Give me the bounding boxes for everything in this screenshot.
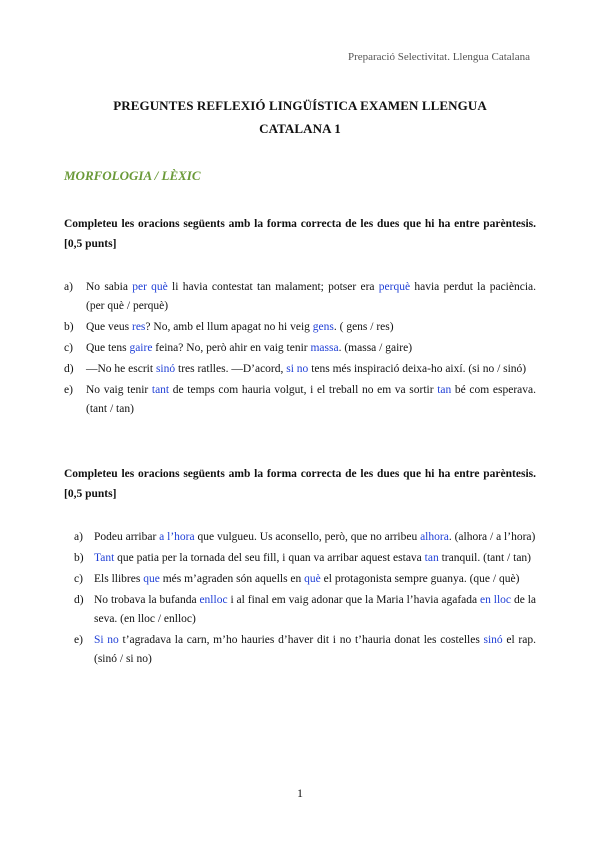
item-label: a): [64, 281, 73, 293]
sentence-text: i al final em vaig adonar que la Maria l’havia agafada: [227, 594, 481, 606]
exercise-item: [64, 631, 536, 669]
page-title: [90, 94, 510, 140]
sentence-text: Podeu arribar: [94, 531, 160, 543]
page-number: 1: [297, 786, 303, 800]
item-label: e): [74, 634, 83, 646]
item-label: d): [64, 363, 74, 375]
item-label: b): [74, 552, 84, 564]
title-line-1: PREGUNTES REFLEXIÓ LINGÜÍSTICA EXAMEN LLENGUA: [113, 98, 487, 113]
sentence-text: de la seva. (en lloc / enlloc): [94, 594, 536, 625]
title-line-2: CATALANA 1: [259, 121, 341, 136]
answer-word: alhora: [420, 531, 449, 543]
exercise-item: [64, 549, 536, 568]
exercise-item: [64, 278, 536, 316]
sentence-text: Que tens: [86, 342, 130, 354]
sentence-text: . ( gens / res): [333, 321, 394, 333]
answer-word: Si no: [94, 634, 119, 646]
item-label: d): [74, 594, 84, 606]
sentence-text: No sabia: [86, 281, 133, 293]
sentence-text: bé com esperava. (tant / tan): [86, 384, 536, 415]
section-heading: MORFOLOGIA / LÈXIC: [64, 168, 201, 183]
answer-word: perquè: [378, 281, 411, 293]
sentence-text: . (alhora / a l’hora): [448, 531, 536, 543]
item-label: e): [64, 384, 73, 396]
exercise-item: [64, 318, 536, 337]
answer-word: que: [143, 573, 160, 585]
sentence-text: més m’agraden són aquells en: [159, 573, 305, 585]
answer-word: tan: [437, 384, 452, 396]
exercise-item: [64, 381, 536, 419]
answer-word: Tant: [94, 552, 115, 564]
sentence-text: No vaig tenir: [86, 384, 152, 396]
instruction-1: Completeu les oracions següents amb la forma correcta de les dues que hi ha entre parèntesis.[0,5 punts]: [64, 218, 536, 250]
sentence-text: ? No, amb el llum apagat no hi veig: [145, 321, 313, 333]
sentence-text: tranquil. (tant / tan): [438, 552, 532, 564]
answer-word: massa: [310, 342, 339, 354]
sentence-text: Que veus: [86, 321, 132, 333]
exercise-item: [64, 528, 536, 547]
sentence-text: Els llibres: [94, 573, 144, 585]
instruction-2: Completeu les oracions següents amb la forma correcta de les dues que hi ha entre parèntesis. [0,5 punts]: [64, 468, 536, 500]
item-label: b): [64, 321, 74, 333]
answer-word: per què: [132, 281, 168, 293]
sentence-text: el protagonista sempre guanya. (que / què): [320, 573, 520, 585]
sentence-text: —No he escrit: [86, 363, 156, 375]
sentence-text: tres ratlles. —D’acord,: [175, 363, 287, 375]
answer-word: res: [132, 321, 146, 333]
answer-word: gens: [312, 321, 334, 333]
sentence-text: li havia contestat tan malament; potser era: [167, 281, 379, 293]
answer-word: sinó: [483, 634, 503, 646]
sentence-text: No trobava la bufanda: [94, 594, 200, 606]
exercise-list-1: [64, 278, 536, 421]
answer-word: què: [304, 573, 321, 585]
sentence-text: el rap. (sinó / si no): [94, 634, 536, 665]
answer-word: si no: [286, 363, 309, 375]
sentence-text: tens més inspiració deixa-ho així. (si no / sinó): [308, 363, 527, 375]
exercise-item: [64, 339, 536, 358]
exercise-list-2: [64, 528, 536, 671]
sentence-text: havia perdut la paciència. (per què / perquè): [86, 281, 536, 312]
item-label: c): [74, 573, 83, 585]
sentence-text: feina? No, però ahir en vaig tenir: [152, 342, 311, 354]
page-header: Preparació Selectivitat. Llengua Catalana: [347, 51, 530, 63]
answer-word: sinó: [155, 363, 176, 375]
answer-word: a l’hora: [159, 531, 195, 543]
answer-word: en lloc: [480, 594, 512, 606]
answer-word: tant: [151, 384, 170, 396]
exercise-item: [64, 591, 536, 629]
sentence-text: que vulgueu. Us aconsello, però, que no arribeu: [194, 531, 421, 543]
answer-word: tan: [424, 552, 439, 564]
answer-word: enlloc: [199, 594, 228, 606]
sentence-text: que patia per la tornada del seu fill, i quan va arribar aquest estava: [114, 552, 425, 564]
answer-word: gaire: [129, 342, 153, 354]
sentence-text: t’agradava la carn, m’ho hauries d’haver dit i no t’hauria donat les costelles: [118, 634, 484, 646]
exercise-item: [64, 360, 536, 379]
item-label: a): [74, 531, 83, 543]
sentence-text: de temps com hauria volgut, i el treball no em va sortir: [169, 384, 438, 396]
sentence-text: . (massa / gaire): [338, 342, 413, 354]
item-label: c): [64, 342, 73, 354]
exercise-item: [64, 570, 536, 589]
